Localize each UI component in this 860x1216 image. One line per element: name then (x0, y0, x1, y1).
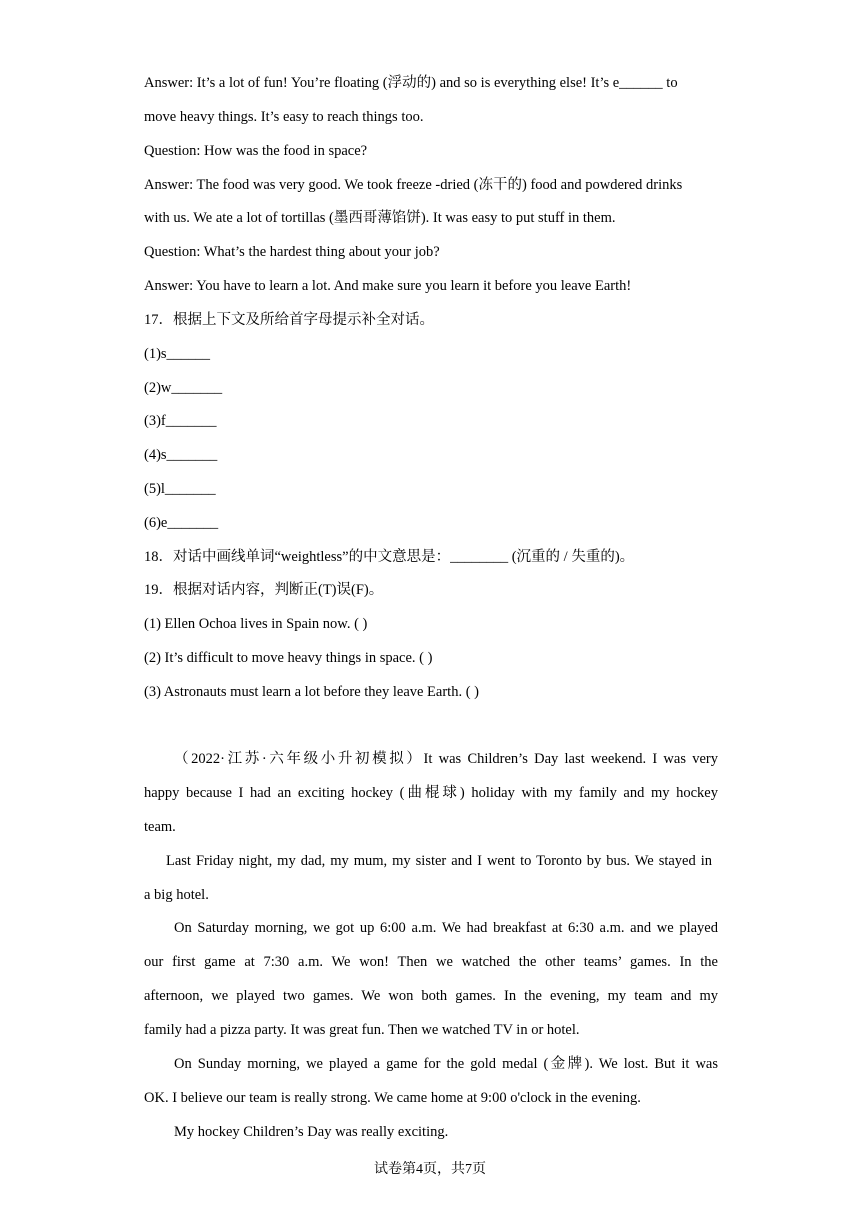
q19-item-2: (2) It’s difficult to move heavy things in space. ( ) (144, 650, 433, 666)
passage-line-11: OK. I believe our team is really strong. We came home at 9:00 o'clock in the evening. (144, 1090, 641, 1106)
dialogue-line-2: move heavy things. It’s easy to reach things too. (144, 109, 424, 125)
dialogue-line-5: with us. We ate a lot of tortillas (墨西哥薄馅饼). It was easy to put stuff in them. (144, 210, 616, 226)
passage-line-8: afternoon, we played two games. We won both games. In the evening, my team and my (144, 988, 718, 1004)
passage-line-12: My hockey Children’s Day was really exciting. (174, 1124, 449, 1140)
q17-item-3: (3)f_______ (144, 413, 217, 429)
passage-line-2: happy because I had an exciting hockey (曲棍球) holiday with my family and my hockey (144, 785, 718, 801)
passage-line-3: team. (144, 819, 176, 835)
q17-item-2: (2)w_______ (144, 380, 223, 396)
q17-item-1: (1)s______ (144, 346, 211, 362)
passage-line-4: Last Friday night, my dad, my mum, my sister and I went to Toronto by bus. We stayed in (166, 853, 712, 869)
passage-line-5: a big hotel. (144, 887, 209, 903)
page-footer: 试卷第4页，共7页 (374, 1162, 486, 1177)
dialogue-line-7: Answer: You have to learn a lot. And make sure you learn it before you leave Earth! (144, 278, 632, 294)
q19-title: 19．根据对话内容，判断正(T)误(F)。 (144, 582, 384, 598)
dialogue-line-3: Question: How was the food in space? (144, 143, 368, 159)
q19-item-1: (1) Ellen Ochoa lives in Spain now. ( ) (144, 616, 368, 632)
q19-item-3: (3) Astronauts must learn a lot before they leave Earth. ( ) (144, 684, 479, 700)
passage-line-9: family had a pizza party. It was great fun. Then we watched TV in or hotel. (144, 1022, 580, 1038)
passage-line-10: On Sunday morning, we played a game for the gold medal (金牌). We lost. But it was (174, 1056, 718, 1072)
passage-line-6: On Saturday morning, we got up 6:00 a.m. We had breakfast at 6:30 a.m. and we played (174, 920, 718, 936)
dialogue-line-4: Answer: The food was very good. We took freeze -dried (冻干的) food and powdered drinks (144, 177, 683, 193)
q18-text: 18．对话中画线单词“weightless”的中文意思是：________ (沉重的 / 失重的)。 (144, 549, 635, 565)
passage-line-7: our first game at 7:30 a.m. We won! Then we watched the other teams’ games. In the (144, 954, 718, 970)
q17-item-6: (6)e_______ (144, 515, 219, 531)
dialogue-line-1: Answer: It’s a lot of fun! You’re floating (浮动的) and so is everything else! It’s e______ to (144, 75, 678, 91)
dialogue-line-6: Question: What’s the hardest thing about your job? (144, 244, 440, 260)
q17-title: 17．根据上下文及所给首字母提示补全对话。 (144, 312, 434, 328)
q17-item-5: (5)l_______ (144, 481, 216, 497)
passage-line-1: （2022·江苏·六年级小升初模拟）It was Children’s Day last weekend. I was very (174, 751, 718, 767)
q17-item-4: (4)s_______ (144, 447, 218, 463)
